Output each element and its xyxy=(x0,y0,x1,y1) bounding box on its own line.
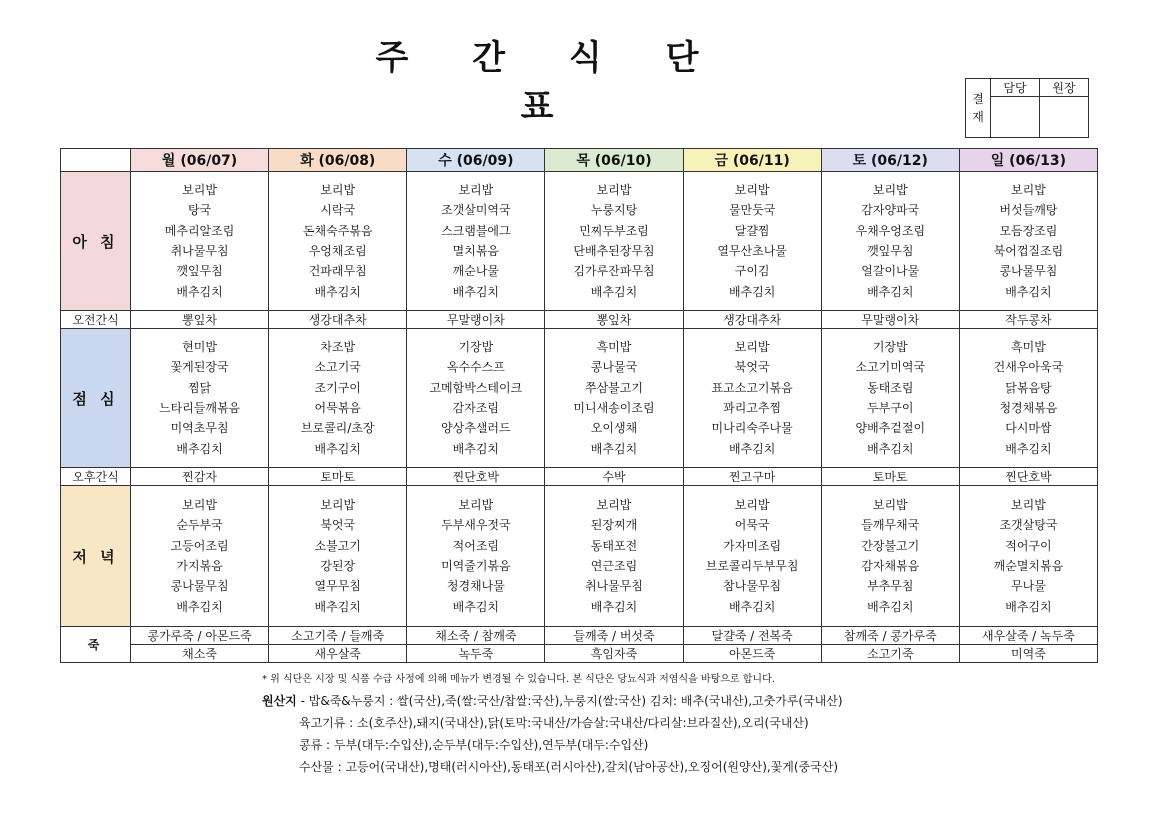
morning_snack-cell-6: 작두콩차 xyxy=(959,311,1097,329)
porridge-cell-2-2: 녹두죽 xyxy=(407,645,545,663)
menu-item: 건파래무침 xyxy=(308,264,367,279)
porridge-cell-1-1: 소고기죽 / 들깨죽 xyxy=(269,627,407,645)
menu-item: 다시마쌈 xyxy=(1005,421,1052,436)
menu-item: 가자미조림 xyxy=(723,538,782,553)
dinner-cell-5 xyxy=(821,486,959,627)
menu-item: 북어껍질조림 xyxy=(993,244,1064,258)
dinner-cell-0 xyxy=(131,486,269,627)
menu-item: 배추김치 xyxy=(590,441,638,456)
porridge-label: 죽 xyxy=(61,627,131,663)
approval-box xyxy=(965,78,1089,138)
menu-item: 배추김치 xyxy=(867,599,914,614)
day-header-3: 목 (06/10) xyxy=(545,149,683,172)
menu-item: 멸치볶음 xyxy=(452,244,500,258)
menu-item: 흑미밥 xyxy=(1011,340,1046,355)
dinner-cell-1 xyxy=(269,486,407,627)
menu-item: 브로콜리두부무침 xyxy=(705,559,799,573)
menu-item: 콩나물무침 xyxy=(170,579,229,594)
approval-col-director: 원장 xyxy=(1040,79,1089,97)
afternoon_snack-cell-1: 토마토 xyxy=(269,468,407,486)
breakfast-row xyxy=(61,172,1098,311)
origin-beans: 콩류 : 두부(대두:수입산),순두부(대두:수입산),연두부(대두:수입산) xyxy=(299,738,649,752)
menu-item: 조갯살미역국 xyxy=(441,203,511,218)
menu-item: 보리밥 xyxy=(734,498,770,513)
day-header-2: 수 (06/09) xyxy=(407,149,545,172)
menu-item: 콩나물국 xyxy=(590,360,638,375)
menu-item: 쭈삼불고기 xyxy=(585,380,643,395)
approval-label-text: 결 재 xyxy=(972,92,984,124)
dinner-cell-6 xyxy=(959,486,1097,627)
menu-item: 양배추겉절이 xyxy=(855,421,926,436)
menu-item: 동태조림 xyxy=(867,380,914,395)
porridge-cell-1-6: 새우살죽 / 녹두죽 xyxy=(959,627,1097,645)
menu-item: 고메함박스테이크 xyxy=(429,380,523,395)
afternoon_snack-cell-2: 찐단호박 xyxy=(407,468,545,486)
breakfast-cell-4 xyxy=(683,172,821,311)
menu-item: 물만둣국 xyxy=(728,203,776,218)
menu-item: 취나물무침 xyxy=(585,579,643,594)
lunch-cell-0 xyxy=(131,329,269,468)
menu-item: 배추김치 xyxy=(176,284,223,299)
lunch-label: 점 심 xyxy=(61,329,131,468)
menu-item: 참나물무침 xyxy=(723,579,782,594)
approval-sign-director xyxy=(1040,97,1089,138)
menu-item: 열무산초나물 xyxy=(717,244,787,258)
menu-item: 김가루잔파무침 xyxy=(573,264,655,279)
menu-item: 소고기국 xyxy=(314,360,361,375)
menu-item: 배추김치 xyxy=(867,284,914,299)
menu-item: 순두부국 xyxy=(176,518,223,533)
menu-item: 브로콜리/초장 xyxy=(300,421,375,436)
menu-item: 버섯들깨탕 xyxy=(999,203,1058,218)
menu-item: 보리밥 xyxy=(1011,498,1046,513)
menu-item: 어묵국 xyxy=(734,518,770,533)
porridge-cell-2-0: 채소죽 xyxy=(131,645,269,663)
menu-item: 배추김치 xyxy=(176,441,223,456)
lunch-cell-4 xyxy=(683,329,821,468)
menu-item: 차조밥 xyxy=(320,340,356,355)
menu-item: 메추리알조림 xyxy=(164,223,235,238)
menu-item: 북엇국 xyxy=(734,360,770,375)
breakfast-cell-2 xyxy=(407,172,545,311)
menu-item: 깨순나물 xyxy=(452,264,500,279)
menu-item: 미역줄기볶음 xyxy=(441,559,511,573)
menu-item: 우엉채조림 xyxy=(308,244,367,258)
dinner-cell-3 xyxy=(545,486,683,627)
dinner-label: 저 녁 xyxy=(61,486,131,627)
menu-item: 두부구이 xyxy=(867,401,914,415)
menu-item: 보리밥 xyxy=(734,183,770,198)
day-header-6: 일 (06/13) xyxy=(959,149,1097,172)
menu-item: 미나리숙주나물 xyxy=(711,421,793,436)
origin-label: 원산지 xyxy=(262,694,297,708)
menu-item: 배추김치 xyxy=(314,441,361,456)
menu-item: 조갯살탕국 xyxy=(999,518,1058,533)
porridge-cell-1-0: 콩가루죽 / 아몬드죽 xyxy=(131,627,269,645)
day-header-1: 화 (06/08) xyxy=(269,149,407,172)
menu-item: 누룽지탕 xyxy=(590,203,638,218)
dinner-cell-2 xyxy=(407,486,545,627)
afternoon_snack-cell-0: 찐감자 xyxy=(131,468,269,486)
lunch-cell-2 xyxy=(407,329,545,468)
lunch-cell-6 xyxy=(959,329,1097,468)
menu-item: 단배추된장무침 xyxy=(573,244,655,258)
menu-item: 보리밥 xyxy=(320,183,356,198)
dinner-row xyxy=(61,486,1098,627)
menu-item: 열무무침 xyxy=(314,579,361,594)
menu-item: 돈채숙주볶음 xyxy=(302,223,373,238)
menu-item: 두부새우젓국 xyxy=(441,518,511,533)
menu-item: 배추김치 xyxy=(728,441,776,456)
menu-item: 배추김치 xyxy=(314,599,361,614)
menu-item: 배추김치 xyxy=(728,599,776,614)
menu-item: 찜닭 xyxy=(187,380,212,395)
menu-item: 콩나물무침 xyxy=(999,264,1058,279)
menu-item: 무나물 xyxy=(1011,579,1046,594)
porridge-cell-2-6: 미역죽 xyxy=(959,645,1097,663)
porridge-cell-1-5: 참깨죽 / 콩가루죽 xyxy=(821,627,959,645)
menu-item: 배추김치 xyxy=(1005,441,1052,456)
menu-item: 오이생채 xyxy=(590,421,638,436)
porridge-cell-2-3: 흑임자죽 xyxy=(545,645,683,663)
menu-item: 청경채나물 xyxy=(446,579,505,594)
menu-item: 배추김치 xyxy=(590,284,638,299)
page-title: 주 간 식 단 표 xyxy=(375,38,725,127)
afternoon_snack-row xyxy=(61,468,1098,486)
menu-item: 양상추샐러드 xyxy=(441,421,511,436)
breakfast-cell-0 xyxy=(131,172,269,311)
porridge-cell-2-1: 새우살죽 xyxy=(269,645,407,663)
menu-item: 기장밥 xyxy=(458,340,494,355)
menu-item: 보리밥 xyxy=(182,183,217,198)
approval-label xyxy=(966,79,991,138)
morning_snack-row xyxy=(61,311,1098,329)
menu-item: 배추김치 xyxy=(314,284,361,299)
menu-item: 구이김 xyxy=(734,264,770,279)
morning_snack-cell-1: 생강대추차 xyxy=(269,311,407,329)
menu-item: 기장밥 xyxy=(872,340,908,355)
menu-item: 부추무침 xyxy=(867,579,914,594)
menu-item: 된장찌개 xyxy=(590,518,638,533)
menu-item: 적어구이 xyxy=(1005,538,1052,553)
menu-item: 옥수수스프 xyxy=(446,360,505,375)
menu-item: 느타리들깨볶음 xyxy=(158,401,241,415)
approval-sign-manager xyxy=(991,97,1040,138)
menu-item: 보리밥 xyxy=(872,498,908,513)
menu-item: 얼갈이나물 xyxy=(861,264,920,279)
menu-item: 연근조림 xyxy=(590,559,638,573)
menu-item: 현미밥 xyxy=(182,340,217,355)
menu-item: 동태포전 xyxy=(590,538,638,553)
origin-meat: 육고기류 : 소(호주산),돼지(국내산),닭(토막:국내산/가슴살:국내산/다리살:브라질산),오리(국내산) xyxy=(299,716,809,730)
menu-item: 어묵볶음 xyxy=(314,401,361,415)
porridge-cell-1-3: 들깨죽 / 버섯죽 xyxy=(545,627,683,645)
menu-item: 보리밥 xyxy=(596,498,632,513)
porridge-cell-1-4: 달걀죽 / 전복죽 xyxy=(683,627,821,645)
menu-item: 들깨무채국 xyxy=(861,518,920,533)
menu-item: 미니새송이조림 xyxy=(573,401,655,415)
menu-item: 북엇국 xyxy=(320,518,356,533)
origin-seafood: 수산물 : 고등어(국내산),명태(러시아산),동태포(러시아산),갈치(남아공산),오징어(원양산),꽃게(중국산) xyxy=(299,760,839,774)
menu-item: 가지볶음 xyxy=(176,559,223,573)
morning_snack-cell-4: 생강대추차 xyxy=(683,311,821,329)
porridge-row-1 xyxy=(61,627,1098,645)
breakfast-cell-1 xyxy=(269,172,407,311)
weekly-menu-table xyxy=(60,148,1098,663)
menu-item: 배추김치 xyxy=(176,599,223,614)
menu-item: 배추김치 xyxy=(452,284,500,299)
menu-item: 청경채볶음 xyxy=(999,401,1058,415)
menu-item: 흑미밥 xyxy=(596,340,632,355)
lunch-row xyxy=(61,329,1098,468)
menu-item: 취나물무침 xyxy=(170,244,229,258)
morning_snack-cell-3: 뽕잎차 xyxy=(545,311,683,329)
breakfast-cell-3 xyxy=(545,172,683,311)
menu-item: 보리밥 xyxy=(320,498,356,513)
breakfast-label: 아 침 xyxy=(61,172,131,311)
menu-item: 간장불고기 xyxy=(861,538,920,553)
menu-item: 감자채볶음 xyxy=(861,559,920,573)
menu-item: 탕국 xyxy=(187,203,212,218)
menu-item: 배추김치 xyxy=(1005,599,1052,614)
morning_snack-label: 오전간식 xyxy=(61,311,131,329)
afternoon_snack-cell-3: 수박 xyxy=(545,468,683,486)
lunch-cell-1 xyxy=(269,329,407,468)
dinner-cell-4 xyxy=(683,486,821,627)
menu-item: 꽃게된장국 xyxy=(170,360,229,375)
menu-item: 보리밥 xyxy=(458,498,494,513)
origin-rice: - 밥&죽&누룽지 : 쌀(국산),죽(쌀:국산/찹쌀:국산),누룽지(쌀:국산) 김치: 배추(국내산),고춧가루(국내산) xyxy=(296,694,843,708)
menu-item: 닭볶음탕 xyxy=(1005,380,1052,395)
morning_snack-cell-2: 무말랭이차 xyxy=(407,311,545,329)
menu-item: 달걀찜 xyxy=(734,223,770,238)
breakfast-cell-5 xyxy=(821,172,959,311)
menu-item: 미역초무침 xyxy=(170,421,229,436)
menu-item: 보리밥 xyxy=(734,340,770,355)
menu-item: 모듬장조림 xyxy=(999,223,1058,238)
menu-item: 보리밥 xyxy=(182,498,217,513)
menu-item: 표고소고기볶음 xyxy=(711,380,793,395)
menu-change-note: * 위 식단은 시장 및 식품 수급 사정에 의해 메뉴가 변경될 수 있습니다. 본 식단은 당뇨식과 저염식을 바탕으로 합니다. xyxy=(262,674,775,685)
menu-item: 스크램블에그 xyxy=(441,223,511,238)
menu-item: 조기구이 xyxy=(314,380,361,395)
menu-item: 감자조림 xyxy=(452,401,500,415)
afternoon_snack-cell-4: 찐고구마 xyxy=(683,468,821,486)
menu-item: 깨순멸치볶음 xyxy=(993,559,1064,573)
menu-item: 적어조림 xyxy=(452,538,500,553)
menu-item: 소고기미역국 xyxy=(855,360,926,375)
breakfast-cell-6 xyxy=(959,172,1097,311)
porridge-cell-2-4: 아몬드죽 xyxy=(683,645,821,663)
porridge-cell-2-5: 소고기죽 xyxy=(821,645,959,663)
approval-col-manager: 담당 xyxy=(991,79,1040,97)
menu-item: 감자양파국 xyxy=(861,203,920,218)
lunch-cell-3 xyxy=(545,329,683,468)
afternoon_snack-cell-5: 토마토 xyxy=(821,468,959,486)
menu-item: 배추김치 xyxy=(590,599,638,614)
menu-item: 배추김치 xyxy=(728,284,776,299)
menu-item: 건새우아욱국 xyxy=(993,360,1064,375)
menu-item: 소불고기 xyxy=(314,538,361,553)
menu-item: 배추김치 xyxy=(1005,284,1052,299)
menu-item: 배추김치 xyxy=(452,441,500,456)
menu-item: 깻잎무침 xyxy=(176,264,223,279)
menu-item: 보리밥 xyxy=(458,183,494,198)
menu-item: 꽈리고추찜 xyxy=(723,401,782,415)
menu-item: 시락국 xyxy=(320,203,356,218)
menu-item: 깻잎무침 xyxy=(867,244,914,258)
menu-item: 우채우엉조림 xyxy=(855,223,926,238)
porridge-cell-1-2: 채소죽 / 참깨죽 xyxy=(407,627,545,645)
menu-item: 민찌두부조림 xyxy=(579,223,649,238)
morning_snack-cell-5: 무말랭이차 xyxy=(821,311,959,329)
day-header-4: 금 (06/11) xyxy=(683,149,821,172)
menu-item: 보리밥 xyxy=(1011,183,1046,198)
menu-item: 강된장 xyxy=(320,559,356,573)
lunch-cell-5 xyxy=(821,329,959,468)
day-header-5: 토 (06/12) xyxy=(821,149,959,172)
menu-item: 보리밥 xyxy=(596,183,632,198)
origin-line-1 xyxy=(262,692,843,709)
afternoon_snack-cell-6: 찐단호박 xyxy=(959,468,1097,486)
menu-item: 고등어조림 xyxy=(170,538,229,553)
corner-cell xyxy=(61,149,131,172)
menu-item: 배추김치 xyxy=(867,441,914,456)
day-header-row xyxy=(61,149,1098,172)
morning_snack-cell-0: 뽕잎차 xyxy=(131,311,269,329)
menu-item: 배추김치 xyxy=(452,599,500,614)
menu-item: 보리밥 xyxy=(872,183,908,198)
day-header-0: 월 (06/07) xyxy=(131,149,269,172)
porridge-row-2 xyxy=(61,645,1098,663)
afternoon_snack-label: 오후간식 xyxy=(61,468,131,486)
